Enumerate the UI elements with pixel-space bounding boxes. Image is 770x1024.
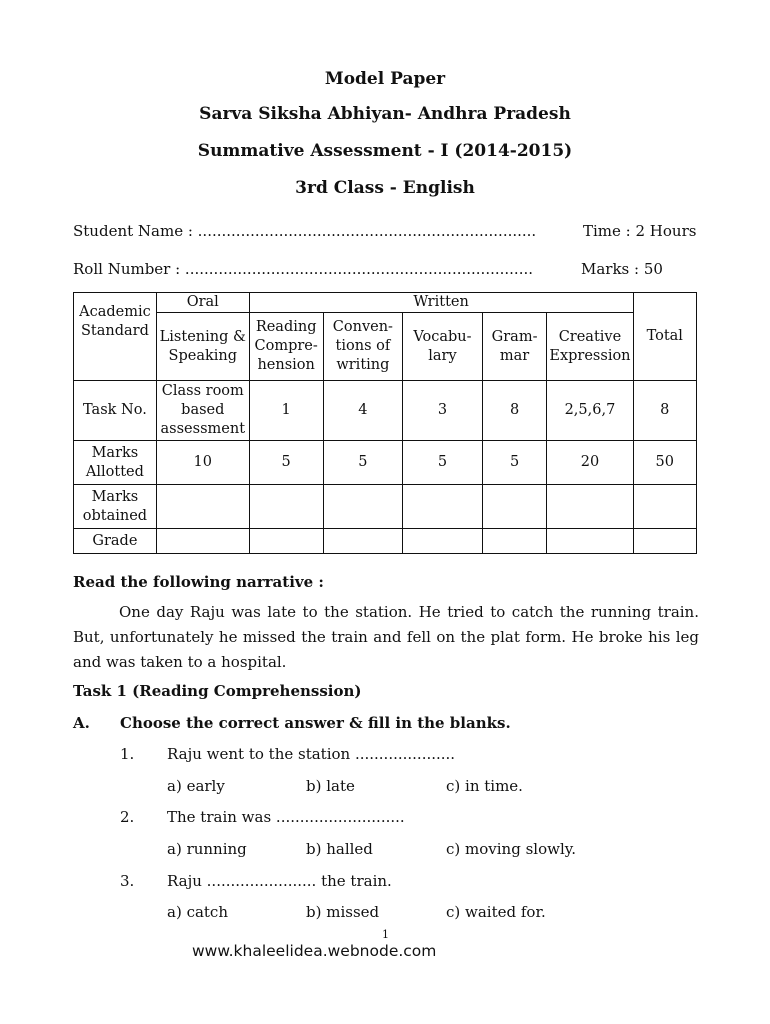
- table-cell[interactable]: [156, 485, 249, 529]
- table-cell: 4: [323, 381, 403, 441]
- option-c[interactable]: c) moving slowly.: [446, 840, 576, 858]
- assessment-title: Summative Assessment - I (2014-2015): [197, 141, 573, 161]
- table-cell[interactable]: [547, 485, 633, 529]
- table-row: [74, 441, 697, 485]
- question-number: 2.: [120, 808, 135, 826]
- table-cell[interactable]: [482, 485, 547, 529]
- table-cell: 3: [403, 381, 483, 441]
- section-letter: A.: [73, 714, 90, 732]
- table-cell: 5: [482, 441, 547, 485]
- option-b[interactable]: b) halled: [306, 840, 373, 858]
- option-a[interactable]: a) catch: [167, 903, 228, 921]
- option-b[interactable]: b) late: [306, 777, 355, 795]
- table-cell: 2,5,6,7: [547, 381, 633, 441]
- table-cell: 50: [633, 441, 696, 485]
- table-cell: 8: [482, 381, 547, 441]
- table-cell[interactable]: [156, 529, 249, 554]
- time-label: Time : 2 Hours: [583, 222, 697, 240]
- question-number: 1.: [120, 745, 135, 763]
- row-label: Marks Allotted: [74, 441, 157, 485]
- section-instruction: Choose the correct answer & fill in the blanks.: [120, 714, 511, 732]
- student-name-field: Student Name : .......................................................................: [73, 222, 537, 240]
- narrative-text: One day Raju was late to the station. He tried to catch the running train. But, unfortunately he missed the train and fell on the plat form. He broke his leg and was taken to a hospital.: [73, 603, 699, 671]
- table-cell: 5: [249, 441, 323, 485]
- column-header-grammar: Gram-mar: [482, 313, 547, 381]
- question-text: Raju ....................... the train.: [167, 872, 392, 890]
- question-text: Raju went to the station .....................: [167, 745, 456, 763]
- table-cell[interactable]: [403, 485, 483, 529]
- column-header-listening: Listening & Speaking: [156, 313, 249, 381]
- table-cell[interactable]: [323, 529, 403, 554]
- task1-heading: Task 1 (Reading Comprehenssion): [73, 682, 362, 700]
- table-cell[interactable]: [323, 485, 403, 529]
- table-cell[interactable]: [403, 529, 483, 554]
- table-cell[interactable]: [633, 529, 696, 554]
- table-cell[interactable]: [633, 485, 696, 529]
- table-cell: 20: [547, 441, 633, 485]
- oral-header: Oral: [156, 293, 249, 313]
- column-header-vocabulary: Vocabu-lary: [403, 313, 483, 381]
- table-row: [74, 381, 697, 441]
- website-link[interactable]: www.khaleelidea.webnode.com: [192, 942, 437, 960]
- table-cell[interactable]: [249, 529, 323, 554]
- written-header: Written: [249, 293, 633, 313]
- option-a[interactable]: a) running: [167, 840, 247, 858]
- academic-standard-header: Academic Standard: [74, 293, 157, 381]
- roll-number-field: Roll Number : .........................................................................: [73, 260, 534, 278]
- assessment-table: [73, 292, 697, 554]
- paper-title: Model Paper: [324, 69, 446, 89]
- column-header-creative: Creative Expression: [547, 313, 633, 381]
- table-cell: Class room based assessment: [156, 381, 249, 441]
- row-label: Task No.: [74, 381, 157, 441]
- column-header-total: Total: [633, 293, 696, 381]
- option-a[interactable]: a) early: [167, 777, 225, 795]
- narrative-heading: Read the following narrative :: [73, 573, 324, 591]
- question-number: 3.: [120, 872, 135, 890]
- page-number: 1: [382, 928, 389, 941]
- option-c[interactable]: c) waited for.: [446, 903, 546, 921]
- table-cell: 5: [403, 441, 483, 485]
- class-title: 3rd Class - English: [295, 178, 475, 198]
- option-b[interactable]: b) missed: [306, 903, 380, 921]
- row-label: Marks obtained: [74, 485, 157, 529]
- table-cell: 10: [156, 441, 249, 485]
- marks-label: Marks : 50: [581, 260, 663, 278]
- column-header-conventions: Conven-tions of writing: [323, 313, 403, 381]
- row-label: Grade: [74, 529, 157, 554]
- table-cell[interactable]: [482, 529, 547, 554]
- table-row: [74, 485, 697, 529]
- program-title: Sarva Siksha Abhiyan- Andhra Pradesh: [199, 104, 571, 124]
- table-cell[interactable]: [249, 485, 323, 529]
- column-header-reading: Reading Compre-hension: [249, 313, 323, 381]
- table-cell: 8: [633, 381, 696, 441]
- table-cell: 5: [323, 441, 403, 485]
- option-c[interactable]: c) in time.: [446, 777, 523, 795]
- table-row: [74, 529, 697, 554]
- table-cell[interactable]: [547, 529, 633, 554]
- table-cell: 1: [249, 381, 323, 441]
- question-text: The train was ...........................: [167, 808, 405, 826]
